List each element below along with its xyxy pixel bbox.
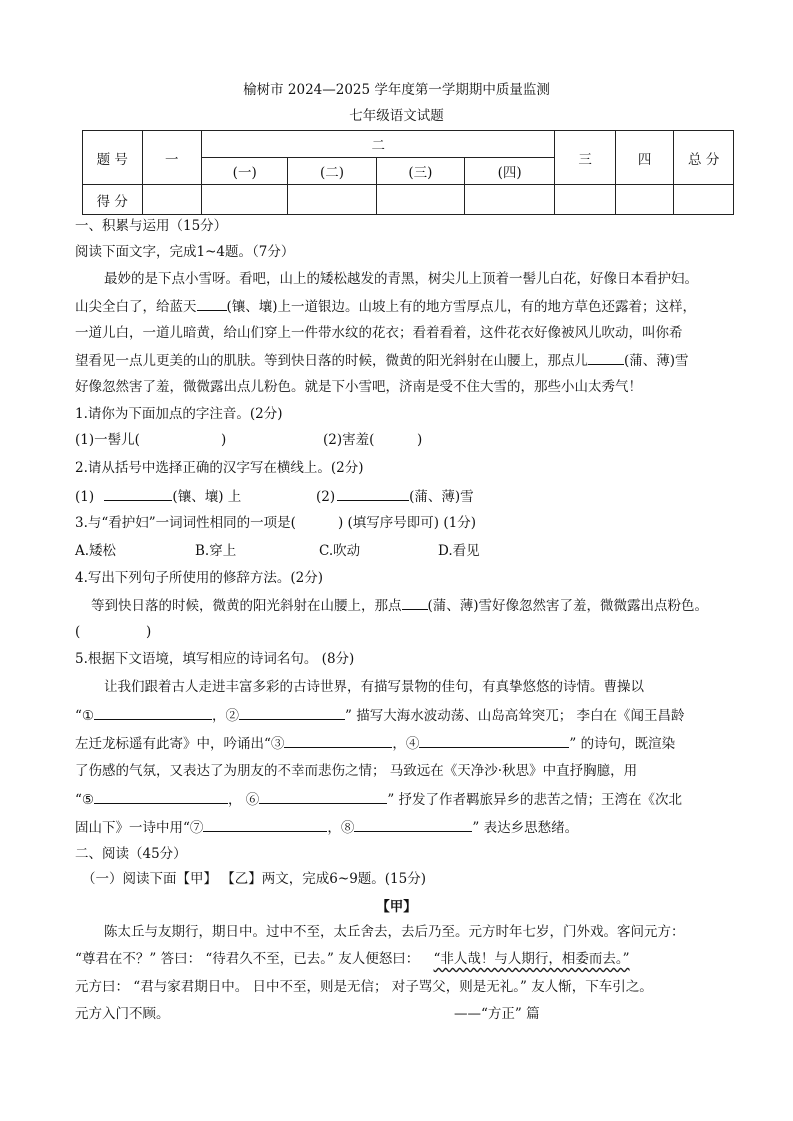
passage-line-3: 一道儿白，一道儿暗黄，给山们穿上一件带水纹的花衣；看着看着，这件花衣好像被风儿吹动，叫你希 — [75, 325, 683, 341]
col-two: 二 — [202, 131, 555, 158]
q2-a-blank[interactable] — [104, 486, 172, 501]
score-cell-2d[interactable] — [465, 185, 555, 215]
q2-stem: 2.请从括号中选择正确的汉字写在横线上。(2分) — [75, 460, 364, 476]
exam-title: 榆树市 2024—2025 学年度第一学期期中质量监测 — [243, 82, 550, 98]
score-table — [82, 130, 734, 215]
passage-line-2b: (镶、壤)上一道银边。山坡上有的地方雪厚点儿，有的地方草色还露着；这样， — [226, 299, 697, 315]
col-total: 总 分 — [674, 131, 734, 185]
q5-stem: 5.根据下文语境，填写相应的诗词名句。 (8分) — [75, 651, 355, 667]
q5-blank-4[interactable] — [419, 733, 569, 748]
q3-stem — [75, 513, 476, 533]
q5-l3-part2: ，④ — [392, 736, 420, 752]
q1-b-open: (2)害羞( — [323, 432, 375, 448]
q2-a — [75, 486, 241, 507]
q2-b — [316, 486, 474, 507]
q5-l2-part3: ” 描写大海水波动荡、山岛高耸突兀； 李白在《闻王昌龄 — [345, 708, 685, 724]
jia-source: ——“方正” 篇 — [454, 1006, 540, 1022]
q5-blank-1[interactable] — [94, 705, 212, 720]
q4-answer-close: ) — [146, 624, 152, 640]
q5-line-6 — [75, 817, 578, 838]
section2-sub1: （一）阅读下面【甲】 【乙】两文，完成6~9题。(15分) — [82, 871, 426, 887]
score-cell-1[interactable] — [142, 185, 202, 215]
score-cell-total[interactable] — [674, 185, 734, 215]
q4-sentence — [91, 595, 708, 616]
col-one: 一 — [142, 131, 202, 185]
q5-l2-part2: ，② — [212, 708, 240, 724]
q5-l2-part1: “① — [75, 708, 95, 724]
q5-l6-part1: 固山下》一诗中用“⑦ — [75, 820, 204, 836]
col-two-sub-4: (四) — [465, 158, 555, 185]
q5-l6-part2: ，⑧ — [327, 820, 355, 836]
passage-line-4a: 望看见一点儿更美的山的肌肤。等到快日落的时候，微黄的阳光斜射在山腰上，那点儿 — [75, 353, 588, 369]
q2-a-pre: (1) — [75, 489, 95, 505]
score-cell-4[interactable] — [615, 185, 674, 215]
q1-stem: 1.请你为下面加点的字注音。(2分) — [75, 406, 283, 422]
jia-line-2b-wavy: “非人哉！与人期行，相委而去。” — [433, 951, 630, 967]
q5-line-1: 让我们跟着古人走进丰富多彩的古诗世界，有描写景物的佳句，有真挚悠悠的诗情。曹操以 — [104, 679, 644, 695]
q4-sentence-a: 等到快日落的时候，微黄的阳光斜射在山腰上，那点 — [91, 598, 402, 614]
q2-b-post: (蒲、薄)雪 — [409, 489, 474, 505]
jia-line-1: 陈太丘与友期行，期日中。过中不至，太丘舍去，去后乃至。元方时年七岁，门外戏。客问元方： — [104, 924, 685, 940]
score-cell-2b[interactable] — [288, 185, 376, 215]
q5-blank-5[interactable] — [94, 789, 228, 804]
q5-l5-part3: ” 抒发了作者羁旅异乡的悲苦之情；王湾在《次北 — [387, 792, 683, 808]
q5-l5-part2: ， ⑥ — [228, 792, 260, 808]
passage-line-4 — [75, 350, 689, 371]
q5-l3-part3: ” 的诗句，既渲染 — [569, 736, 676, 752]
passage-line-5: 好像忽然害了羞，微微露出点儿粉色。就是下小雪吧，济南是受不住大雪的，那些小山太秀气！ — [75, 379, 642, 395]
blank-bao[interactable] — [588, 350, 624, 365]
passage-line-4b: (蒲、薄)雪 — [624, 353, 689, 369]
row-label-number: 题 号 — [83, 131, 143, 185]
section1-heading: 一、积累与运用（15分） — [75, 218, 228, 234]
col-two-sub-2: (二) — [288, 158, 376, 185]
q3-option-a: A.矮松 — [75, 543, 117, 559]
section1-intro: 阅读下面文字，完成1~4题。（7分） — [75, 244, 295, 260]
q5-line-3 — [75, 733, 675, 754]
q5-l6-part3: ” 表达乡思愁绪。 — [472, 820, 579, 836]
q4-blank[interactable] — [402, 595, 428, 610]
q5-blank-8[interactable] — [354, 817, 472, 832]
score-cell-2a[interactable] — [202, 185, 288, 215]
jia-line-3: 元方曰： “君与家君期日中。 日中不至，则是无信； 对子骂父，则是无礼。” 友人惭，下车引之。 — [75, 979, 653, 995]
q5-blank-3[interactable] — [284, 733, 392, 748]
passage-line-1: 最妙的是下点小雪呀。看吧，山上的矮松越发的青黑，树尖儿上顶着一髻儿白花，好像日本看护妇。 — [104, 271, 698, 287]
q2-b-pre: (2) — [316, 489, 336, 505]
jia-line-2a: “尊君在不？” 答曰： “待君久不至，已去。” 友人便怒曰： — [75, 951, 420, 967]
q1-b-close: ) — [417, 432, 423, 448]
q3-stem-text: 3.与“看护妇”一词词性相同的一项是( — [75, 515, 296, 531]
score-cell-3[interactable] — [555, 185, 616, 215]
col-two-sub-3: (三) — [376, 158, 464, 185]
jia-line-4: 元方入门不顾。 — [75, 1006, 170, 1022]
q3-option-d: D.看见 — [438, 543, 480, 559]
q3-stem-post: ) (填写序号即可) (1分) — [337, 515, 476, 531]
jia-title: 【甲】 — [376, 899, 417, 915]
q4-sentence-b: (蒲、薄)雪好像忽然害了羞，微微露出点粉色。 — [427, 598, 709, 614]
q3-option-c: C.吹动 — [319, 543, 361, 559]
jia-line-2 — [75, 949, 630, 969]
col-three: 三 — [555, 131, 616, 185]
passage-line-2 — [75, 296, 696, 317]
col-four: 四 — [615, 131, 674, 185]
q5-line-4: 了伤感的气氛，又表达了为朋友的不幸而悲伤之情； 马致远在《天净沙·秋思》中直抒胸臆，用 — [75, 763, 638, 779]
q2-b-blank[interactable] — [337, 486, 409, 501]
q5-line-5 — [75, 789, 682, 810]
q5-blank-7[interactable] — [203, 817, 327, 832]
q2-a-post: (镶、壤) 上 — [172, 489, 242, 505]
exam-subtitle: 七年级语文试题 — [349, 108, 444, 124]
q3-option-b: B.穿上 — [195, 543, 237, 559]
passage-line-2a: 山尖全白了，给蓝天 — [75, 299, 197, 315]
section2-heading: 二、阅读（45分） — [75, 846, 187, 862]
col-two-sub-1: (一) — [202, 158, 288, 185]
q1-a-open: (1)一髻儿( — [75, 432, 140, 448]
score-cell-2c[interactable] — [376, 185, 464, 215]
q5-l5-part1: “⑤ — [75, 792, 95, 808]
q5-l3-part1: 左迁龙标遥有此寄》中，吟诵出“③ — [75, 736, 285, 752]
q4-stem: 4.写出下列句子所使用的修辞方法。(2分) — [75, 570, 324, 586]
row-label-score: 得 分 — [83, 185, 143, 215]
q5-blank-6[interactable] — [259, 789, 387, 804]
q5-line-2 — [75, 705, 685, 726]
blank-xiang[interactable] — [197, 296, 227, 311]
q1-a-close: ) — [221, 432, 227, 448]
q5-blank-2[interactable] — [239, 705, 345, 720]
q4-answer-open: ( — [75, 624, 81, 640]
